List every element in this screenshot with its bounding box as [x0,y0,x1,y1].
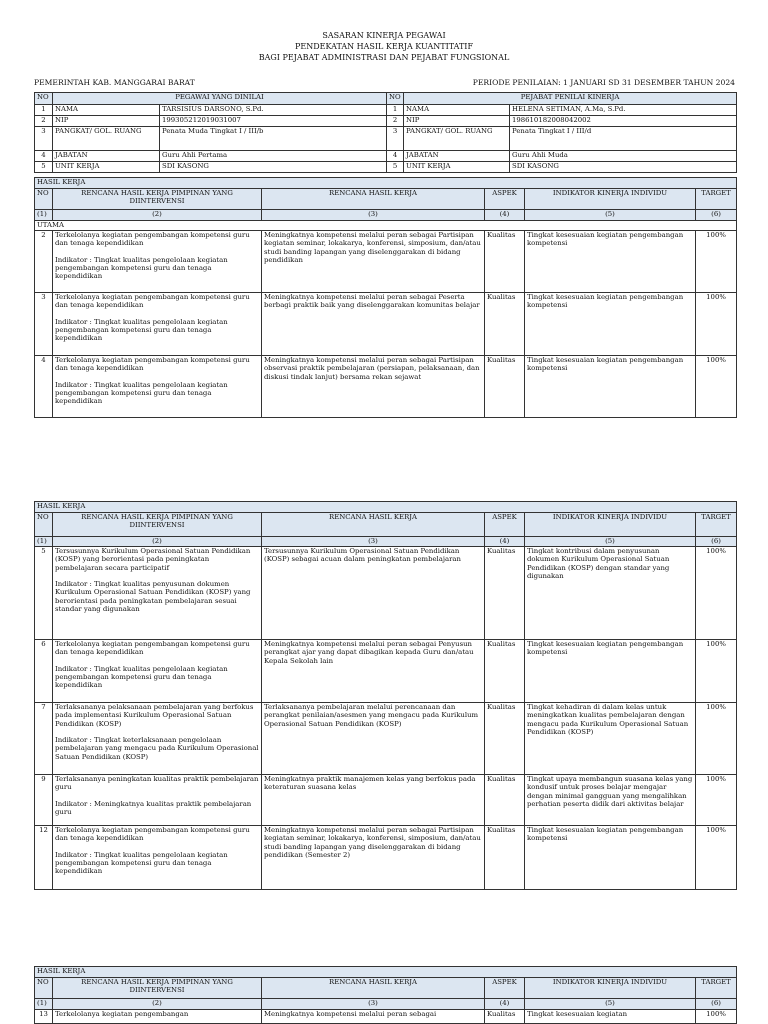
doc-title-line1: SASARAN KINERJA PEGAWAI [322,31,446,40]
section-label: HASIL KERJA [35,967,737,978]
section-label: HASIL KERJA [35,178,737,189]
table-row: 5 Tersusunnya Kurikulum Operasional Satuan Pendidikan (KOSP) yang berorientasi pada peningkatan pembelajaran secara participatif Indikator : Tingkat kualitas penyusunan dokumen Kurikulum Operasional Satuan Pendidikan (KOSP) yang berorientasi pada peningkatan pembelajaran sesuai standar yang digunakan Tersusunnya Kurikulum Operasional Satuan Pendidikan (KOSP) sebagai acuan dalam peningkatan pembelajaran Kualitas Tingkat kontribusi dalam penyusunan dokumen Kurikulum Operasional Satuan Pendidikan (KOSP) dengan standar yang digunakan 100% [35,547,737,640]
identity-row: 2 NIP 199305212019031007 2 NIP 198610182008042002 [35,116,737,127]
identity-row: 5 UNIT KERJA SDI KASONG 5 UNIT KERJA SDI KASONG [35,162,737,173]
col-no: NO [35,513,53,537]
identity-row: 1 NAMA TARSISIUS DARSONO, S.Pd. 1 NAMA HELENA SETIMAN, A.Ma, S.Pd. [35,105,737,116]
table-row: 13 Terkelolanya kegiatan pengembangan Meningkatnya kompetensi melalui peran sebagai Kualitas Tingkat kesesuaian kegiatan 100% [35,1010,737,1024]
col-indikator: INDIKATOR KINERJA INDIVIDU [525,189,696,210]
table-row: 2 Terkelolanya kegiatan pengembangan kompetensi guru dan tenaga kependidikan Indikator : Tingkat kualitas pengelolaan kegiatan pengembangan kompetensi guru dan tenaga kependidikan Meningkatnya kompetensi melalui peran sebagai Partisipan kegiatan seminar, lokakarya, konferensi, simposium, dan/atau studi banding lapangan yang diselenggarakan di bidang pendidikan Kualitas Tingkat kesesuaian kegiatan pengembangan kompetensi 100% [35,231,737,293]
utama-label: UTAMA [35,221,737,231]
results-table-2: HASIL KERJA NO RENCANA HASIL KERJA PIMPINAN YANG DIINTERVENSI RENCANA HASIL KERJA ASPEK INDIKATOR KINERJA INDIVIDU TARGET (1) (2) (3) (4) (5) (6) 5 Tersusunnya Kurikulum Operasional Satuan Pendidikan (KOSP) yang berorientasi pada peningkatan pembelajaran secara participatif Indikator : Tingkat kualitas penyusunan dokumen Kurikulum Operasional Satuan Pendidikan (KOSP) yang berorientasi pada peningkatan pembelajaran sesuai standar yang digunakan Tersusunnya Kurikulum Operasional Satuan Pendidikan (KOSP) sebagai acuan dalam peningkatan pembelajaran Kualitas Tingkat kontribusi dalam penyusunan dokumen Kurikulum Operasional Satuan Pendidikan (KOSP) dengan standar yang digunakan 100% 6 Terkelolanya kegiatan pengembangan kompetensi guru dan tenaga kependidikan Indikator : Tingkat kualitas pengelolaan kegiatan pengembangan kompetensi guru dan tenaga kependidikan Meningkatnya kompetensi melalui peran sebagai Penyusun perangkat ajar yang dapat dibagikan kepada Guru dan/atau Kepala Sekolah lain Kualitas Tingkat kesesuaian kegiatan pengembangan kompetensi 100% 7 Terlaksananya pelaksanaan pembelajaran yang berfokus pada implementasi Kurikulum Operasional Satuan Pendidikan (KOSP) Indikator : Tingkat keterlaksanaan pengelolaan pembelajaran yang mengacu pada Kurikulum Operasional Satuan Pendidikan (KOSP) Terlaksananya pembelajaran melalui perencanaan dan perangkat penilaian/asesmen yang mengacu pada Kurikulum Operasional Satuan Pendidikan (KOSP) Kualitas Tingkat kehadiran di dalam kelas untuk meningkatkan kualitas pembelajaran dengan mengacu pada Kurikulum Operasional Satuan Pendidikan (KOSP) 100% 9 Terlaksananya peningkatan kualitas praktik pembelajaran guru Indikator : Meningkatnya kualitas praktik pembelajaran guru Meningkatnya praktik manajemen kelas yang berfokus pada keteraturan suasana kelas Kualitas Tingkat upaya membangun suasana kelas yang kondusif untuk proses belajar mengajar dengan minimal gangguan yang mengalihkan perhatian peserta didik dari aktivitas belajar 100% 12 Terkelolanya kegiatan pengembangan kompetensi guru dan tenaga kependidikan Indikator : Tingkat kualitas pengelolaan kegiatan pengembangan kompetensi guru dan tenaga kependidikan Meningkatnya kompetensi melalui peran sebagai Partisipan kegiatan seminar, lokakarya, konferensi, simposium, dan/atau studi banding lapangan yang diselenggarakan di bidang pendidikan (Semester 2) Kualitas Tingkat kesesuaian kegiatan pengembangan kompetensi 100% [34,501,737,890]
col-rhk: RENCANA HASIL KERJA [262,513,485,537]
col-rhk-pimpinan: RENCANA HASIL KERJA PIMPINAN YANG DIINTERVENSI [53,513,262,537]
doc-title-line2: PENDEKATAN HASIL KERJA KUANTITATIF [294,42,474,51]
agency-label: PEMERINTAH KAB. MANGGARAI BARAT [34,78,195,87]
period-label: PERIODE PENILAIAN: 1 JANUARI SD 31 DESEMBER TAHUN 2024 [472,78,735,87]
identity-table [34,92,737,173]
col-target: TARGET [696,513,737,537]
col-rhk: RENCANA HASIL KERJA [262,189,485,210]
table-row: 3 Terkelolanya kegiatan pengembangan kompetensi guru dan tenaga kependidikan Indikator : Tingkat kualitas pengelolaan kegiatan pengembangan kompetensi guru dan tenaga kependidikan Meningkatnya kompetensi melalui peran sebagai Peserta berbagi praktik baik yang diselenggarakan komunitas belajar Kualitas Tingkat kesesuaian kegiatan pengembangan kompetensi 100% [35,293,737,356]
table-row: 12 Terkelolanya kegiatan pengembangan kompetensi guru dan tenaga kependidikan Indikator : Tingkat kualitas pengelolaan kegiatan pengembangan kompetensi guru dan tenaga kependidikan Meningkatnya kompetensi melalui peran sebagai Partisipan kegiatan seminar, lokakarya, konferensi, simposium, dan/atau studi banding lapangan yang diselenggarakan di bidang pendidikan (Semester 2) Kualitas Tingkat kesesuaian kegiatan pengembangan kompetensi 100% [35,826,737,890]
table-row: 9 Terlaksananya peningkatan kualitas praktik pembelajaran guru Indikator : Meningkatnya kualitas praktik pembelajaran guru Meningkatnya praktik manajemen kelas yang berfokus pada keteraturan suasana kelas Kualitas Tingkat upaya membangun suasana kelas yang kondusif untuk proses belajar mengajar dengan minimal gangguan yang mengalihkan perhatian peserta didik dari aktivitas belajar 100% [35,775,737,826]
results-table-1: HASIL KERJA NO RENCANA HASIL KERJA PIMPINAN YANG DIINTERVENSI RENCANA HASIL KERJA ASPEK INDIKATOR KINERJA INDIVIDU TARGET (1) (2) (3) (4) (5) (6) UTAMA 2 Terkelolanya kegiatan pengembangan kompetensi guru dan tenaga kependidikan Indikator : Tingkat kualitas pengelolaan kegiatan pengembangan kompetensi guru dan tenaga kependidikan Meningkatnya kompetensi melalui peran sebagai Partisipan kegiatan seminar, lokakarya, konferensi, simposium, dan/atau studi banding lapangan yang diselenggarakan di bidang pendidikan Kualitas Tingkat kesesuaian kegiatan pengembangan kompetensi 100% 3 Terkelolanya kegiatan pengembangan kompetensi guru dan tenaga kependidikan Indikator : Tingkat kualitas pengelolaan kegiatan pengembangan kompetensi guru dan tenaga kependidikan Meningkatnya kompetensi melalui peran sebagai Peserta berbagi praktik baik yang diselenggarakan komunitas belajar Kualitas Tingkat kesesuaian kegiatan pengembangan kompetensi 100% 4 Terkelolanya kegiatan pengembangan kompetensi guru dan tenaga kependidikan Indikator : Tingkat kualitas pengelolaan kegiatan pengembangan kompetensi guru dan tenaga kependidikan Meningkatnya kompetensi melalui peran sebagai Partisipan observasi praktik pembelajaran (persiapan, pelaksanaan, dan diskusi tindak lanjut) bersama rekan sejawat Kualitas Tingkat kesesuaian kegiatan pengembangan kompetensi 100% [34,177,737,418]
identity-no-header: NO [35,93,53,105]
col-no: NO [35,978,53,999]
identity-no-header-right: NO [387,93,404,105]
col-rhk: RENCANA HASIL KERJA [262,978,485,999]
appraisee-header: PEGAWAI YANG DINILAI [53,93,387,105]
results-table-3: HASIL KERJA NO RENCANA HASIL KERJA PIMPINAN YANG DIINTERVENSI RENCANA HASIL KERJA ASPEK INDIKATOR KINERJA INDIVIDU TARGET (1) (2) (3) (4) (5) (6) 13 Terkelolanya kegiatan pengembangan Meningkatnya kompetensi melalui peran sebagai Kualitas Tingkat kesesuaian kegiatan 100% [34,966,737,1024]
col-target: TARGET [696,978,737,999]
doc-title-line3: BAGI PEJABAT ADMINISTRASI DAN PEJABAT FUNGSIONAL [258,53,510,62]
appraiser-header: PEJABAT PENILAI KINERJA [404,93,737,105]
table-row: 7 Terlaksananya pelaksanaan pembelajaran yang berfokus pada implementasi Kurikulum Operasional Satuan Pendidikan (KOSP) Indikator : Tingkat keterlaksanaan pengelolaan pembelajaran yang mengacu pada Kurikulum Operasional Satuan Pendidikan (KOSP) Terlaksananya pembelajaran melalui perencanaan dan perangkat penilaian/asesmen yang mengacu pada Kurikulum Operasional Satuan Pendidikan (KOSP) Kualitas Tingkat kehadiran di dalam kelas untuk meningkatkan kualitas pembelajaran dengan mengacu pada Kurikulum Operasional Satuan Pendidikan (KOSP) 100% [35,703,737,775]
col-aspek: ASPEK [485,978,525,999]
col-aspek: ASPEK [485,189,525,210]
col-aspek: ASPEK [485,513,525,537]
col-rhk-pimpinan: RENCANA HASIL KERJA PIMPINAN YANG DIINTERVENSI [53,189,262,210]
table-row: 6 Terkelolanya kegiatan pengembangan kompetensi guru dan tenaga kependidikan Indikator : Tingkat kualitas pengelolaan kegiatan pengembangan kompetensi guru dan tenaga kependidikan Meningkatnya kompetensi melalui peran sebagai Penyusun perangkat ajar yang dapat dibagikan kepada Guru dan/atau Kepala Sekolah lain Kualitas Tingkat kesesuaian kegiatan pengembangan kompetensi 100% [35,640,737,703]
table-row: 4 Terkelolanya kegiatan pengembangan kompetensi guru dan tenaga kependidikan Indikator : Tingkat kualitas pengelolaan kegiatan pengembangan kompetensi guru dan tenaga kependidikan Meningkatnya kompetensi melalui peran sebagai Partisipan observasi praktik pembelajaran (persiapan, pelaksanaan, dan diskusi tindak lanjut) bersama rekan sejawat Kualitas Tingkat kesesuaian kegiatan pengembangan kompetensi 100% [35,356,737,418]
col-indikator: INDIKATOR KINERJA INDIVIDU [525,978,696,999]
col-no: NO [35,189,53,210]
identity-row: 4 JABATAN Guru Ahli Pertama 4 JABATAN Guru Ahli Muda [35,151,737,162]
col-indikator: INDIKATOR KINERJA INDIVIDU [525,513,696,537]
col-target: TARGET [696,189,737,210]
col-rhk-pimpinan: RENCANA HASIL KERJA PIMPINAN YANG DIINTERVENSI [53,978,262,999]
identity-row: 3 PANGKAT/ GOL. RUANG Penata Muda Tingkat I / III/b 3 PANGKAT/ GOL. RUANG Penata Tingkat I / III/d [35,127,737,151]
section-label: HASIL KERJA [35,502,737,513]
